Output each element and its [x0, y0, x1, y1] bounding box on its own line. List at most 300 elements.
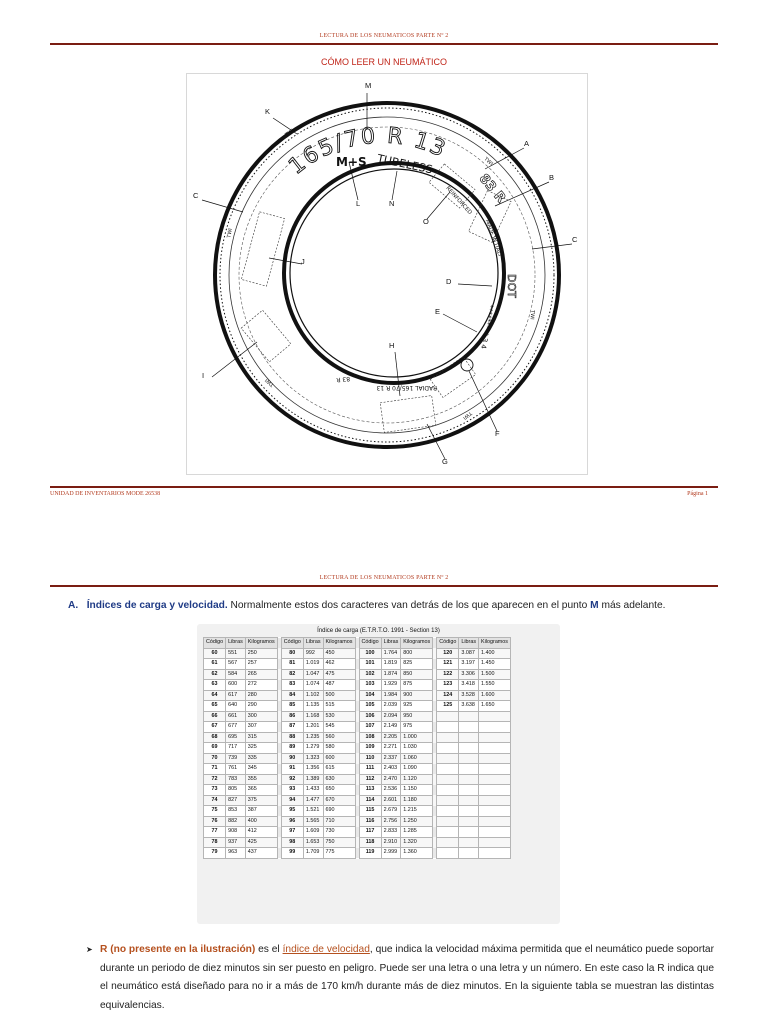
- load-code-cell: 81: [281, 659, 303, 670]
- pounds-cell: 551: [226, 648, 246, 659]
- load-code-cell: 111: [359, 764, 381, 775]
- load-code-cell: 115: [359, 806, 381, 817]
- kg-cell: 1.000: [401, 732, 433, 743]
- kg-cell: 1.320: [401, 837, 433, 848]
- marker-i: I: [202, 371, 205, 380]
- load-code-cell: 94: [281, 795, 303, 806]
- load-code-cell: 98: [281, 837, 303, 848]
- page-header: LECTURA DE LOS NEUMATICOS PARTE Nº 2: [319, 33, 449, 39]
- reinforced-text: REINFORCED: [444, 185, 473, 216]
- table-row: [204, 743, 511, 754]
- pounds-cell: 937: [226, 837, 246, 848]
- kg-cell: 1.550: [479, 680, 511, 691]
- pounds-cell: 3.528: [459, 690, 479, 701]
- pounds-cell: 1.019: [303, 659, 323, 670]
- pounds-cell: 2.910: [381, 837, 401, 848]
- load-code-cell: 88: [281, 732, 303, 743]
- load-code-cell: [437, 722, 459, 733]
- load-code-cell: 92: [281, 774, 303, 785]
- load-code-cell: 90: [281, 753, 303, 764]
- kg-cell: 412: [245, 827, 277, 838]
- marker-j: J: [301, 257, 305, 266]
- kg-cell: 300: [245, 711, 277, 722]
- load-code-cell: 113: [359, 785, 381, 796]
- marker-g: G: [442, 457, 448, 466]
- load-index-table-title: Índice de carga (E.T.R.T.O. 1991 - Section 13): [317, 628, 440, 634]
- load-code-cell: [437, 806, 459, 817]
- kg-cell: 345: [245, 764, 277, 775]
- load-code-cell: 72: [204, 774, 226, 785]
- load-code-cell: 97: [281, 827, 303, 838]
- load-code-cell: 96: [281, 816, 303, 827]
- table-row: [204, 722, 511, 733]
- load-code-cell: 105: [359, 701, 381, 712]
- pounds-cell: [459, 722, 479, 733]
- pounds-cell: 963: [226, 848, 246, 859]
- kg-cell: 670: [323, 795, 355, 806]
- column-header: Código: [359, 638, 381, 649]
- pounds-cell: 1.235: [303, 732, 323, 743]
- speed-index-bullet: [86, 941, 714, 1015]
- pounds-cell: 1.389: [303, 774, 323, 785]
- pounds-cell: 1.565: [303, 816, 323, 827]
- marker-n: N: [389, 199, 395, 208]
- pounds-cell: [459, 816, 479, 827]
- kg-cell: 450: [323, 648, 355, 659]
- pounds-cell: 2.679: [381, 806, 401, 817]
- kg-cell: 272: [245, 680, 277, 691]
- column-header: Código: [437, 638, 459, 649]
- kg-cell: 850: [401, 669, 433, 680]
- kg-cell: 315: [245, 732, 277, 743]
- table-row: [204, 764, 511, 775]
- kg-cell: [479, 816, 511, 827]
- kg-cell: 775: [323, 848, 355, 859]
- kg-cell: 325: [245, 743, 277, 754]
- kg-cell: 1.450: [479, 659, 511, 670]
- load-code-cell: [437, 837, 459, 848]
- load-code-cell: 109: [359, 743, 381, 754]
- pounds-cell: 1.929: [381, 680, 401, 691]
- kg-cell: 280: [245, 690, 277, 701]
- pounds-cell: 1.709: [303, 848, 323, 859]
- speed-index-paragraph: [100, 941, 714, 1015]
- table-row: [204, 669, 511, 680]
- kg-cell: 1.180: [401, 795, 433, 806]
- table-row: [204, 806, 511, 817]
- table-header-row: [204, 638, 511, 649]
- pounds-cell: [459, 806, 479, 817]
- kg-cell: 400: [245, 816, 277, 827]
- section-a: [68, 600, 665, 611]
- pounds-cell: 1.168: [303, 711, 323, 722]
- load-code-cell: [437, 753, 459, 764]
- pounds-cell: [459, 753, 479, 764]
- table-row: [204, 816, 511, 827]
- pounds-cell: 2.149: [381, 722, 401, 733]
- load-code-cell: 117: [359, 827, 381, 838]
- kg-cell: 257: [245, 659, 277, 670]
- pounds-cell: [459, 837, 479, 848]
- pounds-cell: [459, 764, 479, 775]
- pounds-cell: [459, 785, 479, 796]
- load-code-cell: 64: [204, 690, 226, 701]
- kg-cell: [479, 785, 511, 796]
- pounds-cell: 2.205: [381, 732, 401, 743]
- pounds-cell: 882: [226, 816, 246, 827]
- kg-cell: [479, 806, 511, 817]
- kg-cell: 500: [323, 690, 355, 701]
- column-header: Libras: [303, 638, 323, 649]
- load-code-cell: 100: [359, 648, 381, 659]
- load-code-cell: 89: [281, 743, 303, 754]
- marker-c: C: [193, 191, 199, 200]
- dot-code: ********* 3 4: [478, 303, 495, 350]
- speed-index-link[interactable]: índice de velocidad: [282, 944, 370, 955]
- kg-cell: [479, 795, 511, 806]
- column-header: Kilogramos: [323, 638, 355, 649]
- footer-left: UNIDAD DE INVENTARIOS MODE 26538: [50, 491, 161, 497]
- kg-cell: 710: [323, 816, 355, 827]
- kg-cell: 580: [323, 743, 355, 754]
- pounds-cell: 1.819: [381, 659, 401, 670]
- twi-mark-3: TWI: [528, 309, 536, 320]
- load-code-cell: 62: [204, 669, 226, 680]
- load-code-cell: 75: [204, 806, 226, 817]
- pounds-cell: 1.874: [381, 669, 401, 680]
- pounds-cell: 3.197: [459, 659, 479, 670]
- load-code-cell: [437, 764, 459, 775]
- column-header: Libras: [459, 638, 479, 649]
- pounds-cell: 2.536: [381, 785, 401, 796]
- table-row: [204, 659, 511, 670]
- kg-cell: 355: [245, 774, 277, 785]
- load-code-cell: 68: [204, 732, 226, 743]
- pounds-cell: 1.135: [303, 701, 323, 712]
- bullet-arrow-icon: ➤: [86, 945, 93, 954]
- section-a-label: Índices de carga y velocidad.: [86, 600, 228, 611]
- table-row: [204, 837, 511, 848]
- load-code-cell: 61: [204, 659, 226, 670]
- load-index-table-panel: [197, 624, 560, 924]
- column-header: Kilogramos: [245, 638, 277, 649]
- kg-cell: 487: [323, 680, 355, 691]
- kg-cell: 750: [323, 837, 355, 848]
- table-row: [204, 795, 511, 806]
- marker-m: M: [365, 81, 372, 90]
- load-code-cell: 104: [359, 690, 381, 701]
- load-code-cell: 101: [359, 659, 381, 670]
- pounds-cell: [459, 711, 479, 722]
- kg-cell: [479, 827, 511, 838]
- load-code-cell: 85: [281, 701, 303, 712]
- pounds-cell: 1.477: [303, 795, 323, 806]
- column-header: Código: [281, 638, 303, 649]
- load-code-cell: [437, 827, 459, 838]
- pounds-cell: 1.764: [381, 648, 401, 659]
- pounds-cell: 992: [303, 648, 323, 659]
- kg-cell: 1.500: [479, 669, 511, 680]
- kg-cell: 265: [245, 669, 277, 680]
- load-code-cell: [437, 785, 459, 796]
- section-a-text: Normalmente estos dos caracteres van detrás de los que aparecen en el punto: [227, 600, 591, 611]
- pounds-cell: 2.756: [381, 816, 401, 827]
- load-code-cell: 120: [437, 648, 459, 659]
- footer-rule: [50, 486, 718, 488]
- kg-cell: 925: [401, 701, 433, 712]
- kg-cell: 365: [245, 785, 277, 796]
- kg-cell: 515: [323, 701, 355, 712]
- table-row: [204, 785, 511, 796]
- pounds-cell: 3.087: [459, 648, 479, 659]
- load-code-cell: 114: [359, 795, 381, 806]
- kg-cell: 1.400: [479, 648, 511, 659]
- pounds-cell: 805: [226, 785, 246, 796]
- load-code-cell: 95: [281, 806, 303, 817]
- twi-mark-2: TWI: [482, 156, 494, 168]
- kg-cell: 530: [323, 711, 355, 722]
- table-row: [204, 680, 511, 691]
- kg-cell: [479, 837, 511, 848]
- load-code-cell: 102: [359, 669, 381, 680]
- pounds-cell: [459, 827, 479, 838]
- column-header: Código: [204, 638, 226, 649]
- kg-cell: [479, 711, 511, 722]
- kg-cell: 387: [245, 806, 277, 817]
- load-code-cell: 103: [359, 680, 381, 691]
- r-label: R (no presente en la ilustración): [100, 944, 256, 955]
- twi-mark-6: TWI: [461, 409, 473, 421]
- load-code-cell: [437, 795, 459, 806]
- load-code-cell: [437, 774, 459, 785]
- table-row: [204, 690, 511, 701]
- kg-cell: [479, 732, 511, 743]
- load-code-cell: 60: [204, 648, 226, 659]
- pounds-cell: 739: [226, 753, 246, 764]
- load-code-cell: 121: [437, 659, 459, 670]
- load-code-cell: 84: [281, 690, 303, 701]
- kg-cell: 1.120: [401, 774, 433, 785]
- pounds-cell: 853: [226, 806, 246, 817]
- load-code-cell: [437, 848, 459, 859]
- kg-cell: 600: [323, 753, 355, 764]
- kg-cell: 730: [323, 827, 355, 838]
- marker-k: K: [265, 107, 271, 116]
- pounds-cell: 1.356: [303, 764, 323, 775]
- radial-text: RADIAL 165/70 R 13: [376, 384, 437, 391]
- pounds-cell: 677: [226, 722, 246, 733]
- kg-cell: [479, 743, 511, 754]
- kg-cell: [479, 774, 511, 785]
- pounds-cell: 567: [226, 659, 246, 670]
- table-row: [204, 848, 511, 859]
- kg-cell: 1.285: [401, 827, 433, 838]
- load-code-cell: [437, 816, 459, 827]
- pounds-cell: 695: [226, 732, 246, 743]
- load-index-table: [203, 637, 511, 859]
- load-code-cell: 70: [204, 753, 226, 764]
- tubeless-text: TUBELESS: [375, 151, 434, 177]
- kg-cell: 1.090: [401, 764, 433, 775]
- kg-cell: 615: [323, 764, 355, 775]
- table-row: [204, 753, 511, 764]
- section-a-text-end: más adelante.: [598, 600, 666, 611]
- pounds-cell: 3.418: [459, 680, 479, 691]
- header-rule: [50, 43, 718, 45]
- bullet-text-2: , que indica la velocidad máxima permitida que el neumático puede soportar durante un periodo de diez minutos sin ser puesto en peligro. Puede ser una letra o una letra y un número. En este caso la R indica que el neumático está diseñado para no ir a más de 170 km/h durante más de diez minutos. En la siguiente tabla se muestran las distintas equivalencias.: [100, 944, 714, 1011]
- bullet-text-1: es el: [255, 944, 283, 955]
- kg-cell: 1.215: [401, 806, 433, 817]
- kg-cell: 437: [245, 848, 277, 859]
- column-header: Libras: [381, 638, 401, 649]
- kg-cell: 307: [245, 722, 277, 733]
- marker-a: A: [524, 139, 530, 148]
- load-code-cell: 123: [437, 680, 459, 691]
- pounds-cell: 2.039: [381, 701, 401, 712]
- load-code-cell: 67: [204, 722, 226, 733]
- load-code-cell: 78: [204, 837, 226, 848]
- load-code-cell: 65: [204, 701, 226, 712]
- pounds-cell: 584: [226, 669, 246, 680]
- load-code-cell: 91: [281, 764, 303, 775]
- load-code-cell: 118: [359, 837, 381, 848]
- marker-b: B: [549, 173, 555, 182]
- load-code-cell: 124: [437, 690, 459, 701]
- kg-cell: 545: [323, 722, 355, 733]
- load-code-cell: 79: [204, 848, 226, 859]
- load-code-cell: 76: [204, 816, 226, 827]
- load-code-cell: 112: [359, 774, 381, 785]
- dot-text: DOT: [505, 274, 518, 298]
- load-code-cell: 69: [204, 743, 226, 754]
- load-code-cell: 86: [281, 711, 303, 722]
- pounds-cell: 783: [226, 774, 246, 785]
- marker-o: O: [423, 217, 429, 226]
- pounds-cell: 1.074: [303, 680, 323, 691]
- pounds-cell: 3.638: [459, 701, 479, 712]
- load-code-cell: 110: [359, 753, 381, 764]
- pounds-cell: 908: [226, 827, 246, 838]
- pounds-cell: 717: [226, 743, 246, 754]
- kg-cell: 1.060: [401, 753, 433, 764]
- pounds-cell: 1.433: [303, 785, 323, 796]
- pounds-cell: 1.102: [303, 690, 323, 701]
- load-code-cell: 106: [359, 711, 381, 722]
- kg-cell: 650: [323, 785, 355, 796]
- pounds-cell: 2.999: [381, 848, 401, 859]
- pounds-cell: 761: [226, 764, 246, 775]
- page-number: Página 1: [687, 491, 708, 497]
- page2-header-rule: [50, 585, 718, 587]
- marker-f: F: [495, 429, 500, 438]
- load-speed-text: 83 R: [475, 171, 509, 207]
- table-row: [204, 732, 511, 743]
- kg-cell: 825: [401, 659, 433, 670]
- tire-illustration: [187, 74, 587, 474]
- pounds-cell: [459, 743, 479, 754]
- kg-cell: 462: [323, 659, 355, 670]
- kg-cell: 1.250: [401, 816, 433, 827]
- made-in-text: MADE IN ITALY: [483, 218, 503, 259]
- load-code-cell: 73: [204, 785, 226, 796]
- load-code-cell: 63: [204, 680, 226, 691]
- marker-c-2: C: [572, 235, 578, 244]
- marker-l: L: [356, 199, 361, 208]
- kg-cell: 290: [245, 701, 277, 712]
- pounds-cell: 2.833: [381, 827, 401, 838]
- column-header: Libras: [226, 638, 246, 649]
- page2-header: LECTURA DE LOS NEUMATICOS PARTE Nº 2: [319, 575, 449, 581]
- marker-h: H: [389, 341, 395, 350]
- table-row: [204, 648, 511, 659]
- kg-cell: 560: [323, 732, 355, 743]
- section-a-point: M: [590, 600, 599, 611]
- pounds-cell: 1.653: [303, 837, 323, 848]
- figure-title: CÓMO LEER UN NEUMÁTICO: [320, 57, 447, 67]
- table-row: [204, 774, 511, 785]
- table-row: [204, 701, 511, 712]
- rim-outer: [284, 163, 504, 383]
- load-code-cell: 108: [359, 732, 381, 743]
- pounds-cell: 827: [226, 795, 246, 806]
- ms-text: M+S: [336, 155, 367, 169]
- mirror-size-text: 83 R: [336, 374, 351, 384]
- tire-diagram: [186, 73, 588, 475]
- kg-cell: [479, 722, 511, 733]
- twi-mark-4: TWI: [226, 227, 234, 239]
- table-row: [204, 711, 511, 722]
- pounds-cell: 1.609: [303, 827, 323, 838]
- kg-cell: 950: [401, 711, 433, 722]
- pounds-cell: [459, 732, 479, 743]
- pounds-cell: 617: [226, 690, 246, 701]
- load-code-cell: [437, 743, 459, 754]
- load-code-cell: 83: [281, 680, 303, 691]
- load-code-cell: 119: [359, 848, 381, 859]
- load-code-cell: [437, 732, 459, 743]
- pounds-cell: 2.470: [381, 774, 401, 785]
- pounds-cell: 1.047: [303, 669, 323, 680]
- load-code-cell: 107: [359, 722, 381, 733]
- load-code-cell: 66: [204, 711, 226, 722]
- column-header: Kilogramos: [479, 638, 511, 649]
- kg-cell: 425: [245, 837, 277, 848]
- pounds-cell: [459, 795, 479, 806]
- kg-cell: 375: [245, 795, 277, 806]
- pounds-cell: 2.337: [381, 753, 401, 764]
- pounds-cell: 2.403: [381, 764, 401, 775]
- kg-cell: 250: [245, 648, 277, 659]
- kg-cell: 335: [245, 753, 277, 764]
- kg-cell: 1.360: [401, 848, 433, 859]
- kg-cell: 690: [323, 806, 355, 817]
- kg-cell: 1.150: [401, 785, 433, 796]
- marker-d: D: [446, 277, 452, 286]
- pounds-cell: [459, 848, 479, 859]
- marker-e: E: [435, 307, 441, 316]
- pounds-cell: 2.601: [381, 795, 401, 806]
- load-code-cell: 71: [204, 764, 226, 775]
- pounds-cell: 1.201: [303, 722, 323, 733]
- column-header: Kilogramos: [401, 638, 433, 649]
- load-code-cell: 80: [281, 648, 303, 659]
- pounds-cell: 2.094: [381, 711, 401, 722]
- load-code-cell: [437, 711, 459, 722]
- pounds-cell: 600: [226, 680, 246, 691]
- kg-cell: 1.030: [401, 743, 433, 754]
- kg-cell: 475: [323, 669, 355, 680]
- twi-mark-5: TWI: [264, 376, 276, 388]
